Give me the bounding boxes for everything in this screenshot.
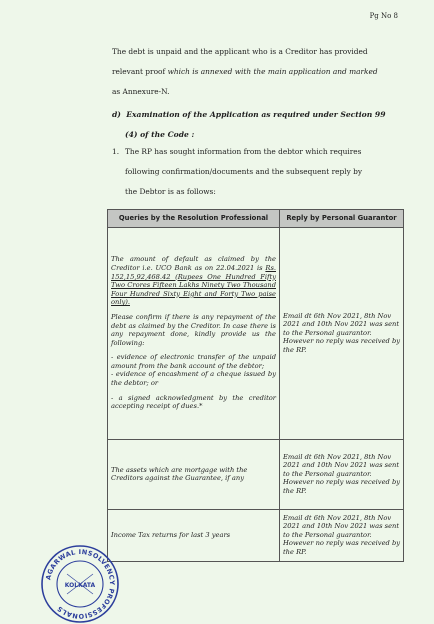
- section-label: d): [112, 110, 121, 119]
- query-cell: The assets which are mortgage with the Creditors against the Guarantee, if any: [108, 439, 280, 509]
- query-acknowledgment: - a signed acknowledgment by the creditor accepting receipt of dues.*: [111, 393, 276, 411]
- list-item: [112, 142, 378, 202]
- intro-paragraph: [112, 42, 378, 102]
- list-number: 1.: [112, 147, 120, 156]
- section-heading: [112, 105, 392, 145]
- table-row: [108, 509, 404, 561]
- section-title-line1: Examination of the Application as required under Section 99: [126, 110, 386, 119]
- header-queries: Queries by the Resolution Professional: [108, 210, 280, 228]
- reply-cell: Email dt 6th Nov 2021, 8th Nov 2021 and 10th Nov 2021 was sent to the Personal guarantor. However no reply was received by the RP.: [280, 509, 404, 561]
- reply-cell: Email dt 6th Nov 2021, 8th Nov 2021 and 10th Nov 2021 was sent to the Personal guarantor. However no reply was received by the RP.: [280, 439, 404, 509]
- item1-line3: the Debtor is as follows:: [125, 187, 216, 196]
- svg-text:KOLKATA: KOLKATA: [64, 582, 96, 589]
- query-evidence-transfer: - evidence of electronic transfer of the unpaid amount from the bank account of the debtor;: [111, 353, 276, 370]
- table-row: [108, 439, 404, 509]
- query-repayment: Please confirm if there is any repayment of the debt as claimed by the Creditor. In case there is any repayment done, kindly provide us the following:: [111, 312, 276, 347]
- query-evidence-cheque: - evidence of encashment of a cheque issued by the debtor; or: [111, 370, 276, 388]
- item1-line1: The RP has sought information from the debtor which requires: [125, 147, 362, 156]
- query-cell: [108, 227, 280, 439]
- svg-text:AGARWAL INSOLVENCY PROFESSIONA: AGARWAL INSOLVENCY PROFESSIONALS: [44, 547, 117, 621]
- intro-line2: relevant proof which is annexed with the main application and marked: [112, 67, 378, 76]
- section-title-line2: (4) of the Code :: [125, 130, 195, 139]
- intro-line1: The debt is unpaid and the applicant who is a Creditor has provided: [112, 47, 368, 56]
- header-reply: Reply by Personal Guarantor: [280, 210, 404, 228]
- reply-cell: Email dt 6th Nov 2021, 8th Nov 2021 and 10th Nov 2021 was sent to the Personal guarantor. However no reply was received by the RP.: [280, 227, 404, 439]
- table-header-row: [108, 210, 404, 228]
- query-default-amount: The amount of default as claimed by the Creditor i.e. UCO Bank as on 22.04.2021 is Rs. 152,15,92,468.42 (Rupees One Hundred Fifty Two Crores Fifteen Lakhs Ninety Two Thousand Four Hundred Sixty Eight and Forty Two paise only).: [111, 255, 276, 307]
- queries-table: [107, 209, 404, 562]
- seal-stamp: [40, 544, 120, 624]
- table-row: [108, 227, 404, 439]
- item1-line2: following confirmation/documents and the subsequent reply by: [125, 167, 363, 176]
- intro-line3: as Annexure-N.: [112, 87, 170, 96]
- query-cell: Income Tax returns for last 3 years: [108, 509, 280, 561]
- page-number: Pg No 8: [369, 12, 398, 20]
